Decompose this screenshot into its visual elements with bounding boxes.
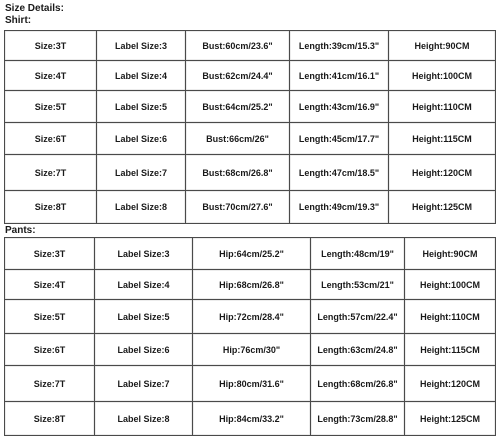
label-size-cell: Label Size:8: [97, 191, 186, 224]
length-cell: Length:48cm/19": [311, 238, 405, 270]
height-cell: Height:110CM: [405, 300, 496, 334]
length-cell: Length:68cm/26.8": [311, 366, 405, 402]
label-size-cell: Label Size:4: [95, 270, 193, 300]
table-row: [5, 191, 496, 224]
table-row: [5, 31, 496, 61]
label-size-cell: Label Size:6: [97, 123, 186, 155]
size-cell: Size:3T: [5, 238, 95, 270]
pants-size-table: [4, 237, 496, 436]
size-cell: Size:8T: [5, 402, 95, 436]
hip-cell: Hip:76cm/30": [193, 334, 311, 366]
height-cell: Height:100CM: [389, 61, 496, 91]
height-cell: Height:100CM: [405, 270, 496, 300]
hip-cell: Hip:84cm/33.2": [193, 402, 311, 436]
table-row: [5, 334, 496, 366]
label-size-cell: Label Size:4: [97, 61, 186, 91]
size-cell: Size:3T: [5, 31, 97, 61]
pants-heading: Pants:: [5, 225, 36, 236]
length-cell: Length:63cm/24.8": [311, 334, 405, 366]
length-cell: Length:57cm/22.4": [311, 300, 405, 334]
label-size-cell: Label Size:5: [97, 91, 186, 123]
length-cell: Length:41cm/16.1": [290, 61, 389, 91]
label-size-cell: Label Size:7: [97, 155, 186, 191]
table-row: [5, 270, 496, 300]
shirt-heading: Shirt:: [5, 15, 32, 26]
height-cell: Height:115CM: [405, 334, 496, 366]
height-cell: Height:120CM: [405, 366, 496, 402]
label-size-cell: Label Size:3: [95, 238, 193, 270]
size-details-heading: Size Details:: [5, 3, 64, 14]
hip-cell: Hip:72cm/28.4": [193, 300, 311, 334]
label-size-cell: Label Size:3: [97, 31, 186, 61]
size-cell: Size:7T: [5, 155, 97, 191]
label-size-cell: Label Size:5: [95, 300, 193, 334]
bust-cell: Bust:68cm/26.8": [186, 155, 290, 191]
length-cell: Length:49cm/19.3": [290, 191, 389, 224]
height-cell: Height:125CM: [405, 402, 496, 436]
length-cell: Length:39cm/15.3": [290, 31, 389, 61]
hip-cell: Hip:80cm/31.6": [193, 366, 311, 402]
size-cell: Size:7T: [5, 366, 95, 402]
size-cell: Size:8T: [5, 191, 97, 224]
bust-cell: Bust:64cm/25.2": [186, 91, 290, 123]
height-cell: Height:110CM: [389, 91, 496, 123]
length-cell: Length:47cm/18.5": [290, 155, 389, 191]
hip-cell: Hip:68cm/26.8": [193, 270, 311, 300]
table-row: [5, 238, 496, 270]
label-size-cell: Label Size:8: [95, 402, 193, 436]
bust-cell: Bust:66cm/26": [186, 123, 290, 155]
height-cell: Height:115CM: [389, 123, 496, 155]
table-row: [5, 366, 496, 402]
table-row: [5, 91, 496, 123]
height-cell: Height:90CM: [389, 31, 496, 61]
length-cell: Length:45cm/17.7": [290, 123, 389, 155]
table-row: [5, 61, 496, 91]
length-cell: Length:43cm/16.9": [290, 91, 389, 123]
length-cell: Length:73cm/28.8": [311, 402, 405, 436]
height-cell: Height:90CM: [405, 238, 496, 270]
size-cell: Size:6T: [5, 334, 95, 366]
length-cell: Length:53cm/21": [311, 270, 405, 300]
label-size-cell: Label Size:7: [95, 366, 193, 402]
size-cell: Size:5T: [5, 91, 97, 123]
height-cell: Height:125CM: [389, 191, 496, 224]
table-row: [5, 155, 496, 191]
table-row: [5, 123, 496, 155]
label-size-cell: Label Size:6: [95, 334, 193, 366]
table-row: [5, 402, 496, 436]
size-cell: Size:5T: [5, 300, 95, 334]
hip-cell: Hip:64cm/25.2": [193, 238, 311, 270]
bust-cell: Bust:70cm/27.6": [186, 191, 290, 224]
shirt-size-table: [4, 30, 496, 224]
size-cell: Size:6T: [5, 123, 97, 155]
bust-cell: Bust:60cm/23.6": [186, 31, 290, 61]
bust-cell: Bust:62cm/24.4": [186, 61, 290, 91]
table-row: [5, 300, 496, 334]
size-cell: Size:4T: [5, 61, 97, 91]
size-cell: Size:4T: [5, 270, 95, 300]
height-cell: Height:120CM: [389, 155, 496, 191]
